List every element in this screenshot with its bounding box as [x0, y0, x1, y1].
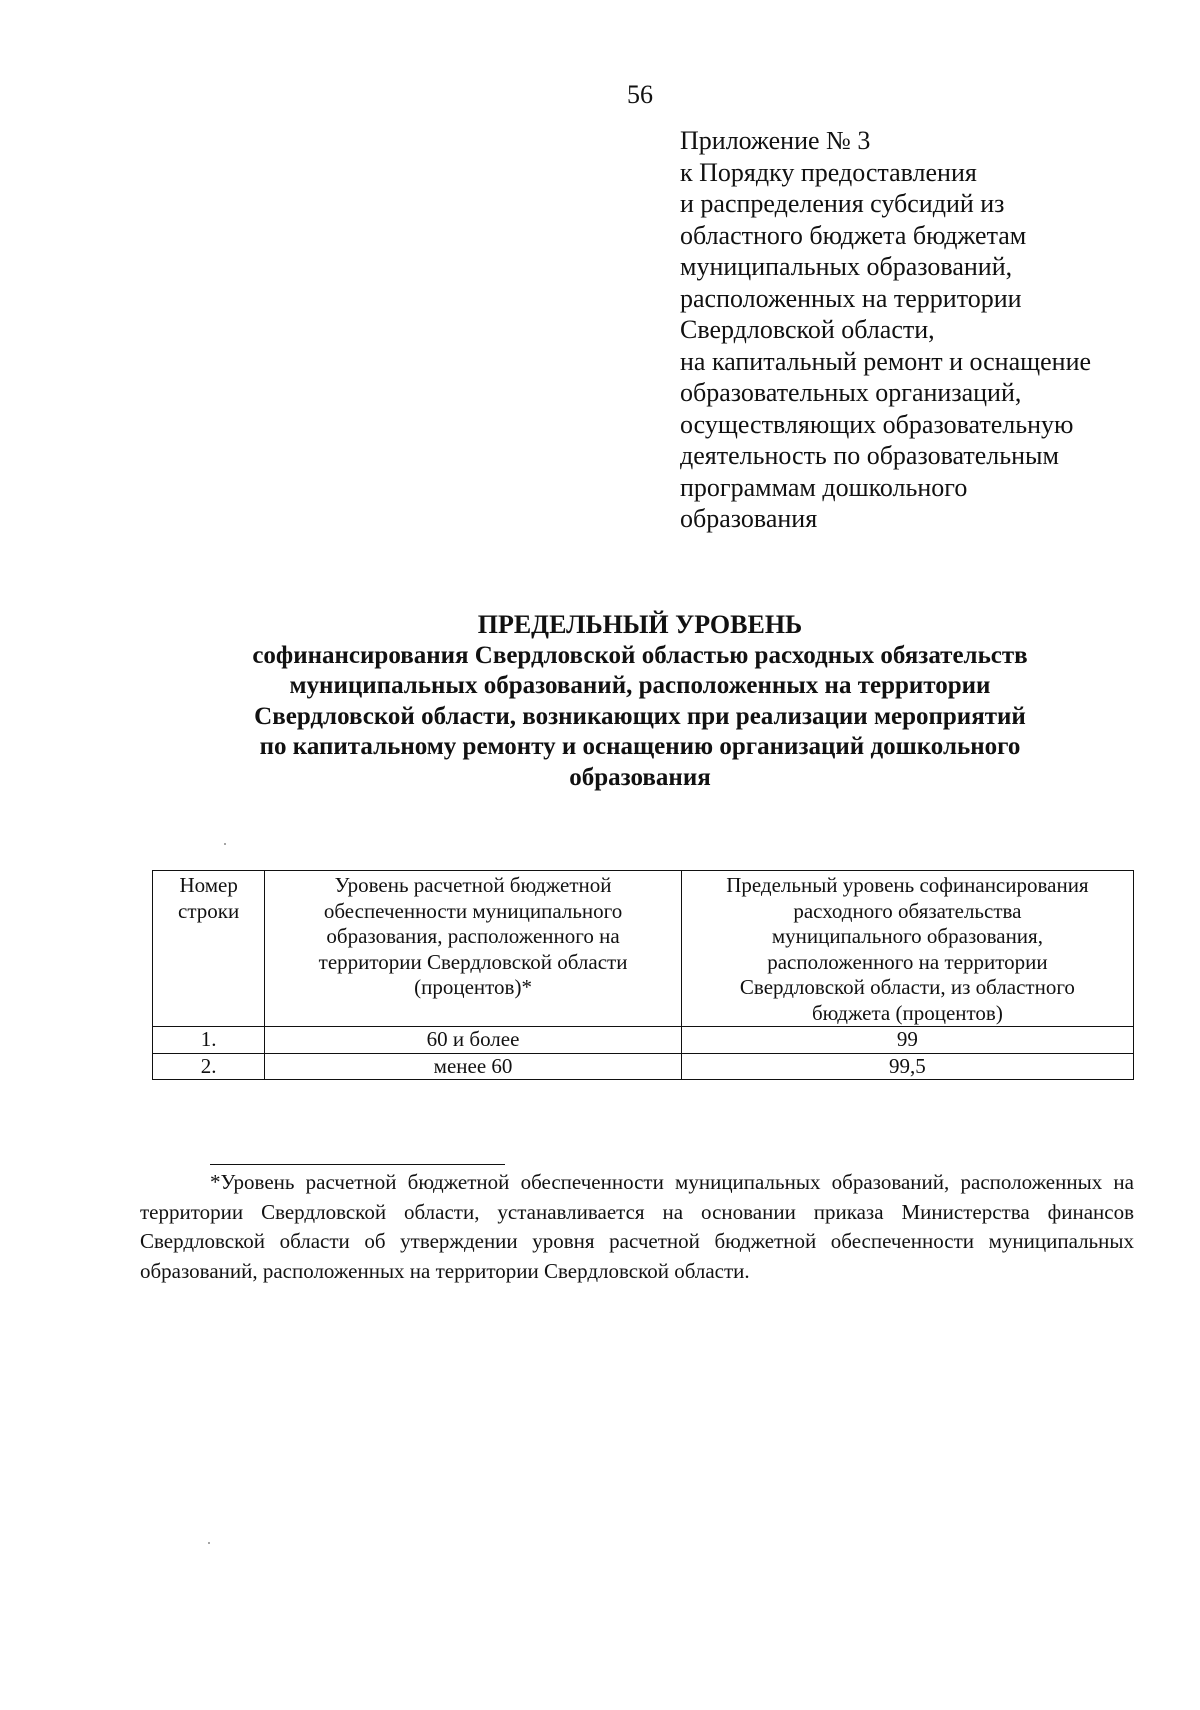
title-line: по капитальному ремонту и оснащению организаций дошкольного — [259, 733, 1021, 760]
header-row-number: Номер строки — [153, 871, 265, 1027]
header-budget-level: Уровень расчетной бюджетной обеспеченности муниципального образования, расположенного на территории Свердловской области (процентов)* — [265, 871, 681, 1027]
table-row — [153, 1027, 1134, 1054]
appendix-line: деятельность по образовательным — [680, 441, 1059, 470]
appendix-line: муниципальных образований, — [680, 252, 1013, 281]
appendix-line: образования — [680, 504, 818, 533]
appendix-line: Свердловской области, — [680, 315, 935, 344]
appendix-line: на капитальный ремонт и оснащение — [680, 346, 1092, 376]
appendix-line: Приложение № 3 — [680, 126, 871, 155]
title-line: софинансирования Свердловской областью расходных обязательств — [252, 641, 1028, 669]
appendix-line: областного бюджета бюджетам — [680, 220, 1027, 250]
footnote: *Уровень расчетной бюджетной обеспеченности муниципальных образований, расположенных на территории Свердловской области, устанавливается на основании приказа Министерства финансов Свердловской области об утверждении уровня расчетной бюджетной обеспеченности муниципальных образований, расположенных на территории Свердловской области. — [140, 1170, 1134, 1283]
scan-speck — [224, 843, 226, 845]
footnote-separator — [210, 1164, 505, 1165]
appendix-line: образовательных организаций, — [680, 378, 1022, 407]
appendix-line: к Порядку предоставления — [680, 157, 977, 187]
table-header-row — [153, 871, 1134, 1027]
cell-cofinancing-limit: 99 — [681, 1027, 1133, 1054]
title-line: муниципальных образований, расположенных на территории — [289, 672, 991, 699]
appendix-line: программам дошкольного — [680, 472, 968, 502]
header-cofinancing-limit: Предельный уровень софинансирования расходного обязательства муниципального образования, расположенного на территории Свердловской области, из областного бюджета (процентов) — [681, 871, 1133, 1027]
title-line: образования — [569, 763, 711, 791]
scan-speck — [208, 1542, 210, 1544]
cell-budget-level: 60 и более — [265, 1027, 681, 1054]
cell-row-number: 1. — [153, 1027, 265, 1054]
title-line: Свердловской области, возникающих при реализации мероприятий — [254, 702, 1026, 730]
appendix-reference — [680, 125, 1180, 535]
appendix-line: и распределения субсидий из — [680, 189, 1005, 218]
appendix-line: расположенных на территории — [680, 283, 1022, 313]
appendix-line: осуществляющих образовательную — [680, 409, 1074, 439]
cell-cofinancing-limit: 99,5 — [681, 1053, 1133, 1080]
document-title — [120, 610, 1160, 793]
title-main: ПРЕДЕЛЬНЫЙ УРОВЕНЬ — [477, 610, 803, 639]
cofinancing-table — [152, 870, 1134, 1080]
cell-budget-level: менее 60 — [265, 1053, 681, 1080]
table-row — [153, 1053, 1134, 1080]
page-number: 56 — [627, 80, 653, 109]
cell-row-number: 2. — [153, 1053, 265, 1080]
